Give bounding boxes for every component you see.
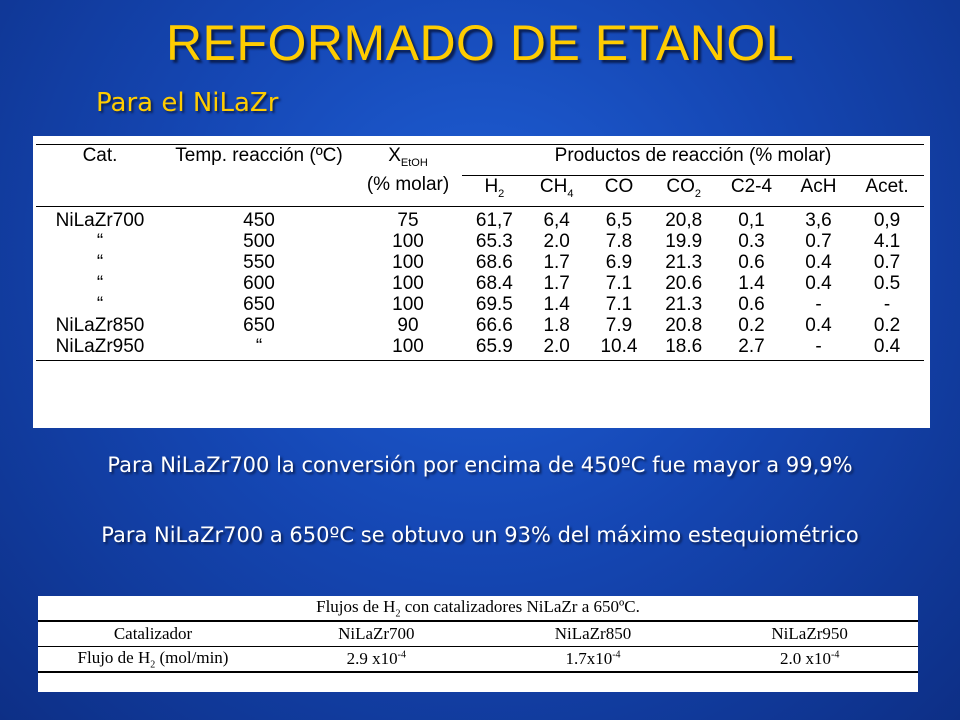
cell-product-value: 19.9: [665, 231, 703, 252]
col-header-product: $CH_4$: [527, 176, 587, 207]
cell-product-value: 7.1: [605, 294, 633, 315]
table-row: [36, 315, 924, 336]
cell-product-value: 0.4: [805, 252, 832, 273]
cell-catalyst: “: [96, 231, 104, 252]
col-header-product: Acet.: [850, 176, 924, 207]
cell-product-value: 68.6: [475, 252, 513, 273]
cell-catalyst: “: [96, 252, 104, 273]
cell-product-value: 2.7: [716, 336, 787, 361]
cell-product-value: 7.8: [605, 231, 633, 252]
cell-conversion: 100: [354, 336, 462, 361]
cell-product-value: 1.4: [543, 294, 570, 315]
col-header-temp: Temp. reacción (ºC): [164, 145, 354, 207]
cell-temperature: 650: [243, 294, 275, 315]
cell-temperature: 650: [243, 315, 275, 336]
h2-flow-header-cell: Catalizador: [38, 621, 268, 647]
table-row: [36, 273, 924, 294]
cell-temperature: 550: [243, 252, 275, 273]
cell-product-value: 61,7: [462, 207, 527, 232]
table-row: [36, 231, 924, 252]
h2-flow-table-panel: [38, 596, 918, 692]
cell-product-value: 3,6: [787, 207, 850, 232]
h2-flow-header-cell: NiLaZr700: [268, 621, 485, 647]
cell-product-value: 0.7: [873, 252, 901, 273]
cell-product-value: 0.4: [850, 336, 924, 361]
cell-product-value: 7.9: [605, 315, 633, 336]
cell-product-value: 21.3: [665, 252, 703, 273]
col-header-cat: Cat.: [36, 145, 164, 207]
cell-product-value: 20.6: [665, 273, 703, 294]
cell-product-value: 4.1: [873, 231, 901, 252]
cell-catalyst: “: [96, 273, 104, 294]
cell-product-value: 21.3: [665, 294, 703, 315]
cell-catalyst: “: [96, 294, 104, 315]
cell-product-value: 10.4: [587, 336, 652, 361]
cell-product-value: 7.1: [605, 273, 633, 294]
cell-product-value: 0.2: [873, 315, 901, 336]
h2-flow-value: 2.0 $x10^{-4}$: [701, 647, 918, 673]
cell-product-value: 66.6: [475, 315, 513, 336]
statement-stoichiometric: Para NiLaZr700 a 650ºC se obtuvo un 93% del máximo estequiométrico: [101, 523, 859, 547]
cell-product-value: 18.6: [651, 336, 716, 361]
slide-title: REFORMADO DE ETANOL: [165, 15, 795, 71]
cell-product-value: 65.9: [462, 336, 527, 361]
cell-conversion: 100: [392, 231, 424, 252]
cell-product-value: 1.7: [543, 252, 570, 273]
statement-conversion: Para NiLaZr700 la conversión por encima de 450ºC fue mayor a 99,9%: [107, 453, 853, 477]
cell-conversion: 100: [392, 273, 424, 294]
col-header-product: $H_2$: [462, 176, 527, 207]
cell-product-value: 65.3: [475, 231, 513, 252]
col-header-product: CO: [587, 176, 652, 207]
table-row: [36, 252, 924, 273]
cell-product-value: 68.4: [475, 273, 513, 294]
products-table-panel: [33, 136, 930, 428]
h2-flow-header-cell: NiLaZr950: [701, 621, 918, 647]
table-row: [36, 336, 924, 361]
cell-product-value: -: [815, 294, 822, 315]
cell-product-value: 20,8: [651, 207, 716, 232]
col-header-product: $CO_2$: [651, 176, 716, 207]
cell-product-value: 6,4: [527, 207, 587, 232]
table-row: [36, 294, 924, 315]
cell-product-value: 0.3: [738, 231, 765, 252]
h2-flow-caption: Flujos de $H_2$ con catalizadores NiLaZr a 650ºC.: [38, 596, 918, 621]
cell-catalyst: NiLaZr850: [55, 315, 145, 336]
cell-catalyst: NiLaZr950: [36, 336, 164, 361]
cell-product-value: -: [883, 294, 891, 315]
cell-conversion: 100: [392, 294, 424, 315]
cell-product-value: 2.0: [527, 336, 587, 361]
h2-flow-value: $1.7x10^{-4}$: [485, 647, 702, 673]
cell-temperature: 450: [164, 207, 354, 232]
col-header-product: C2-4: [716, 176, 787, 207]
cell-product-value: 0.6: [738, 252, 765, 273]
cell-product-value: 1.4: [738, 273, 765, 294]
products-group-header: Productos de reacción (% molar): [462, 145, 924, 176]
h2-flow-row-label: Flujo de $H_2$ (mol/min): [38, 647, 268, 673]
cell-product-value: 6,5: [587, 207, 652, 232]
cell-temperature: “: [164, 336, 354, 361]
h2-flow-table: [38, 596, 918, 693]
cell-conversion: 100: [392, 252, 424, 273]
cell-product-value: 1.7: [543, 273, 570, 294]
cell-product-value: 69.5: [475, 294, 513, 315]
cell-product-value: -: [787, 336, 850, 361]
cell-conversion: 90: [397, 315, 419, 336]
cell-catalyst: NiLaZr700: [36, 207, 164, 232]
cell-temperature: 600: [243, 273, 275, 294]
table-row: [36, 207, 924, 232]
cell-product-value: 0.2: [738, 315, 765, 336]
cell-product-value: 20.8: [665, 315, 703, 336]
cell-product-value: 0.7: [805, 231, 832, 252]
cell-product-value: 0.6: [738, 294, 765, 315]
cell-product-value: 1.8: [543, 315, 570, 336]
col-header-conversion: $X_{EtOH}$ (% molar): [354, 145, 462, 207]
cell-product-value: 2.0: [543, 231, 570, 252]
cell-product-value: 0.4: [805, 273, 832, 294]
slide-subtitle: Para el NiLaZr: [96, 88, 279, 118]
cell-product-value: 0,1: [716, 207, 787, 232]
cell-product-value: 0.4: [805, 315, 832, 336]
cell-temperature: 500: [243, 231, 275, 252]
reaction-products-table: [36, 144, 924, 361]
col-header-product: AcH: [787, 176, 850, 207]
cell-product-value: 6.9: [605, 252, 633, 273]
cell-conversion: 75: [354, 207, 462, 232]
cell-product-value: 0.5: [873, 273, 901, 294]
h2-flow-header-cell: NiLaZr850: [485, 621, 702, 647]
cell-product-value: 0,9: [850, 207, 924, 232]
h2-flow-value: 2.9 $x10^{-4}$: [268, 647, 485, 673]
